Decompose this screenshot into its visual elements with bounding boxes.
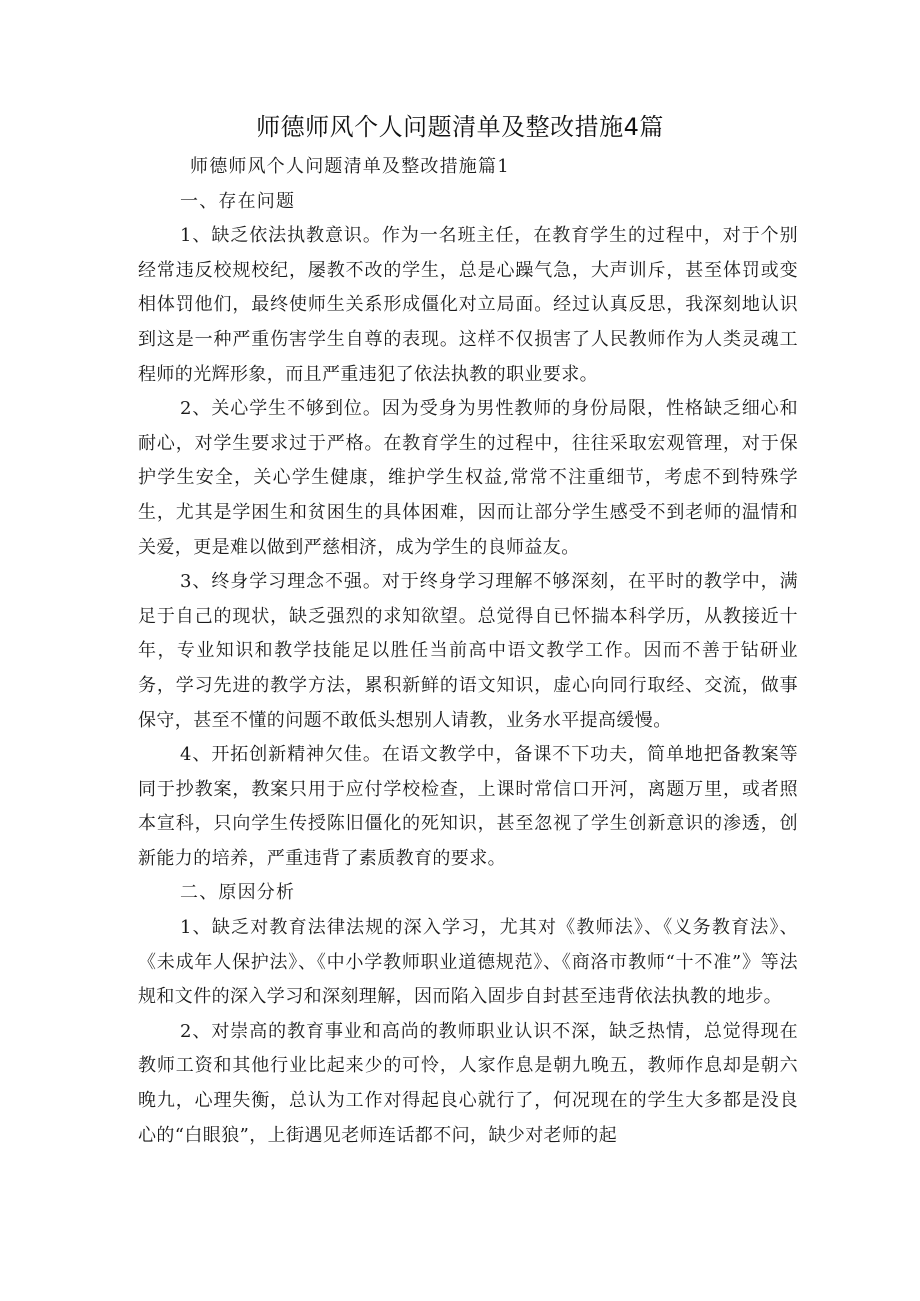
paragraph: 4、开拓创新精神欠佳。在语文教学中，备课不下功夫，简单地把备教案等同于抄教案，教案只用于应付学校检查，上课时常信口开河，离题万里，或者照本宣科，只向学生传授陈旧僵化的死知识，甚至忽视了学生创新意识的渗透，创新能力的培养，严重违背了素质教育的要求。 [138,744,798,869]
paragraph: 2、关心学生不够到位。因为受身为男性教师的身份局限，性格缺乏细心和耐心，对学生要求过于严格。在教育学生的过程中，往往采取宏观管理，对于保护学生安全，关心学生健康，维护学生权益,常常不注重细节，考虑不到特殊学生，尤其是学困生和贫困生的具体困难，因而让部分学生感受不到老师的温情和关爱，更是难以做到严慈相济，成为学生的良师益友。 [138,398,798,558]
document-subtitle: 师德师风个人问题清单及整改措施篇1 [190,156,510,177]
paragraph: 2、对崇高的教育事业和高尚的教师职业认识不深，缺乏热情，总觉得现在教师工资和其他行业比起来少的可怜，人家作息是朝九晚五，教师作息却是朝六晚九，心理失衡，总认为工作对得起良心就行了，何况现在的学生大多都是没良心的“白眼狼”，上街遇见老师连话都不问，缺少对老师的起 [138,1020,798,1146]
paragraph: 1、缺乏依法执教意识。作为一名班主任，在教育学生的过程中，对于个别经常违反校规校纪，屡教不改的学生，总是心躁气急，大声训斥，甚至体罚或变相体罚他们，最终使师生关系形成僵化对立局面。经过认真反思，我深刻地认识到这是一种严重伤害学生自尊的表现。这样不仅损害了人民教师作为人类灵魂工程师的光辉形象，而且严重违犯了依法执教的职业要求。 [138,225,798,385]
section-heading-causes: 二、原因分析 [180,882,296,904]
document-title: 师德师风个人问题清单及整改措施4篇 [256,113,664,141]
paragraph: 1、缺乏对教育法律法规的深入学习，尤其对《教师法》、《义务教育法》、《未成年人保护法》、《中小学教师职业道德规范》、《商洛市教师“十不准”》等法规和文件的深入学习和深刻理解，因而陷入固步自封甚至违背依法执教的地步。 [138,917,798,1008]
section-heading-problems: 一、存在问题 [180,190,296,212]
document-body [138,150,798,1153]
paragraph: 3、终身学习理念不强。对于终身学习理解不够深刻，在平时的教学中，满足于自己的现状，缺乏强烈的求知欲望。总觉得自已怀揣本科学历，从教接近十年，专业知识和教学技能足以胜任当前高中语文教学工作。因而不善于钻研业务，学习先进的教学方法，累积新鲜的语文知识，虚心向同行取经、交流，做事保守，甚至不懂的问题不敢低头想别人请教，业务水平提高缓慢。 [138,571,798,731]
